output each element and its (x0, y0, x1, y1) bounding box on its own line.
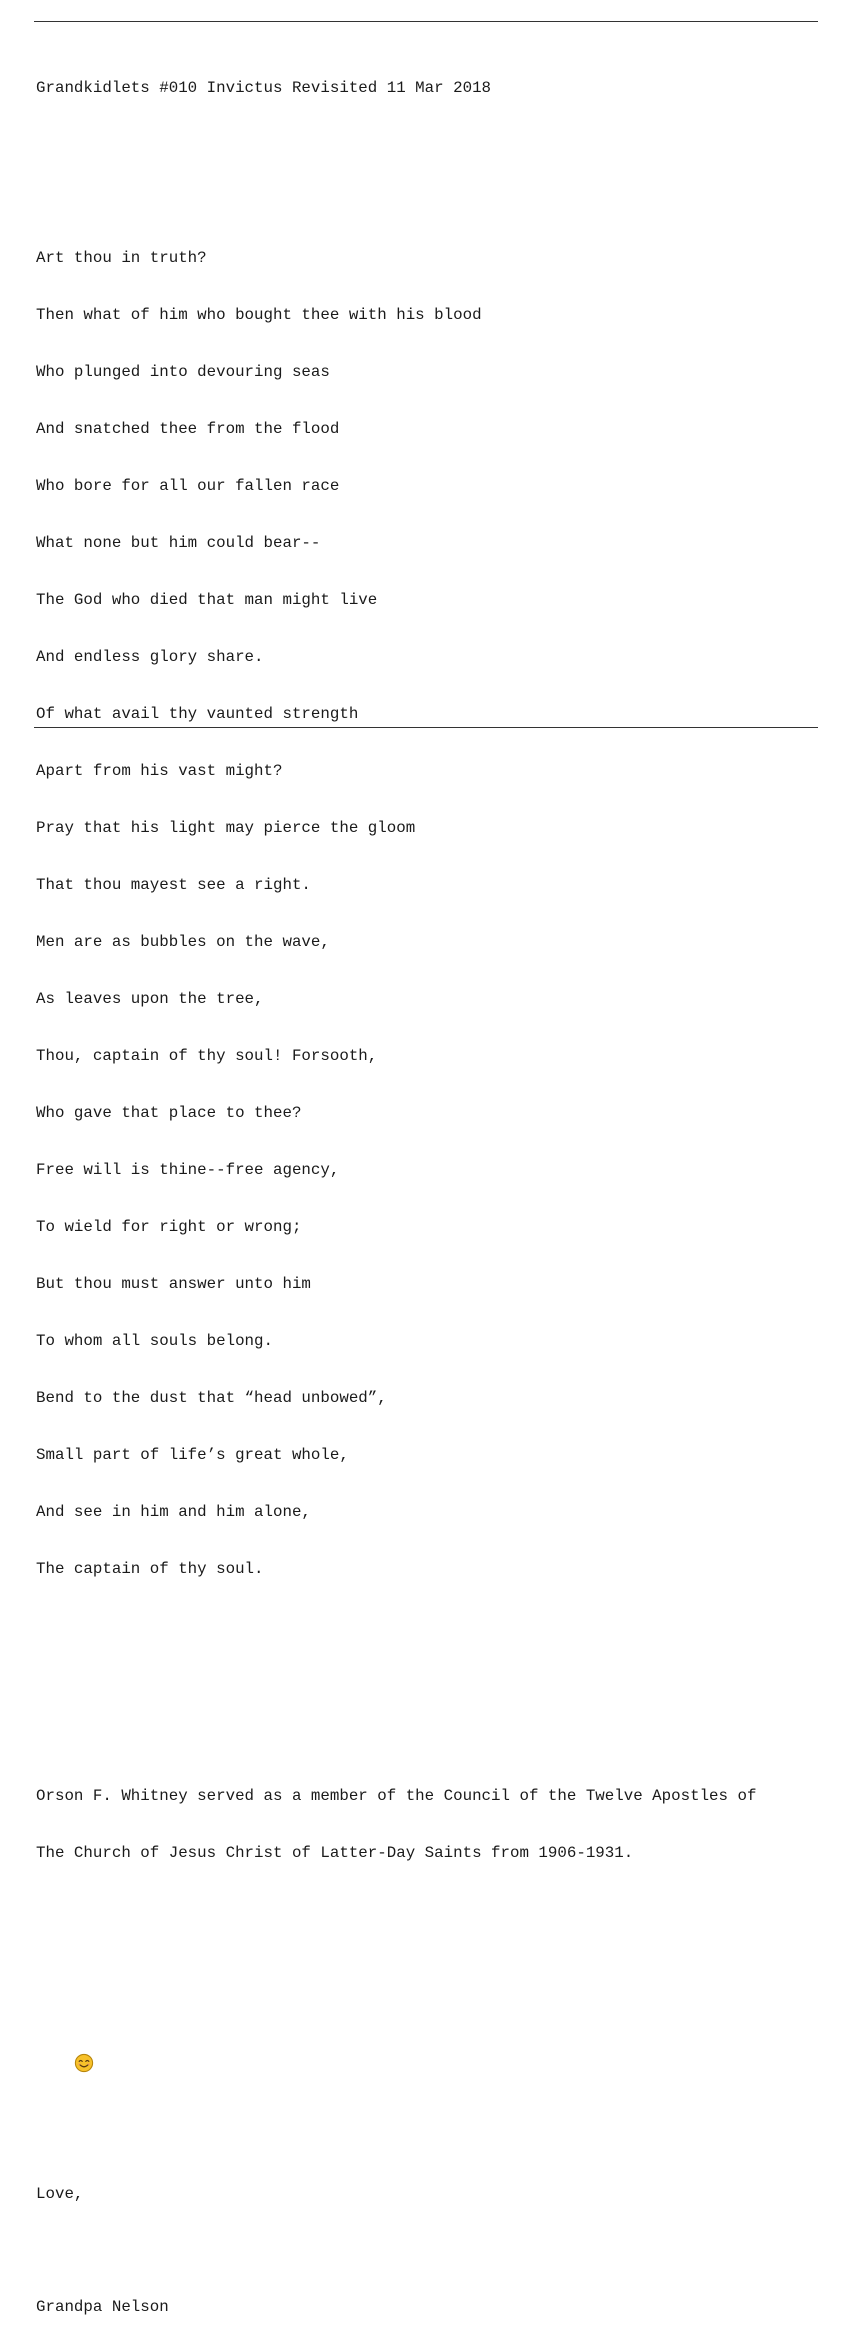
bottom-divider (34, 727, 818, 728)
poem-line: Who bore for all our fallen race (36, 477, 340, 495)
poem-line: Thou, captain of thy soul! Forsooth, (36, 1047, 378, 1065)
poem-line: And snatched thee from the flood (36, 420, 340, 438)
document-title: Grandkidlets #010 Invictus Revisited 11 Mar 2018 (36, 79, 492, 97)
poem-line: Free will is thine--free agency, (36, 1161, 340, 1179)
poem-line: What none but him could bear-- (36, 534, 321, 552)
blank-line (36, 1674, 836, 1692)
poem-line: The captain of thy soul. (36, 1560, 264, 1578)
note-line: Orson F. Whitney served as a member of the Council of the Twelve Apostles of (36, 1787, 757, 1805)
poem-line: Of what avail thy vaunted strength (36, 705, 359, 723)
email-body (36, 41, 836, 2336)
poem-line: Pray that his light may pierce the gloom (36, 819, 416, 837)
poem-line: Small part of life’s great whole, (36, 1446, 349, 1464)
poem-line: To whom all souls belong. (36, 1332, 273, 1350)
top-divider (34, 21, 818, 22)
blank-line (36, 136, 836, 154)
emoji-line (36, 2034, 836, 2053)
poem-line: Who plunged into devouring seas (36, 363, 330, 381)
note-line: The Church of Jesus Christ of Latter-Day Saints from 1906-1931. (36, 1844, 634, 1862)
poem-line: The God who died that man might live (36, 591, 378, 609)
smiling-face-icon (74, 2053, 94, 2073)
poem-line: Men are as bubbles on the wave, (36, 933, 330, 951)
poem-line: Art thou in truth? (36, 249, 207, 267)
poem-line: As leaves upon the tree, (36, 990, 264, 1008)
poem-line: To wield for right or wrong; (36, 1218, 302, 1236)
poem-line: Then what of him who bought thee with his blood (36, 306, 482, 324)
poem (36, 211, 836, 1617)
poem-line: But thou must answer unto him (36, 1275, 311, 1293)
poem-line: And endless glory share. (36, 648, 264, 666)
author-note (36, 1749, 836, 1901)
blank-line (36, 1958, 836, 1976)
closing-signature: Grandpa Nelson (36, 2298, 169, 2316)
closing-salutation: Love, (36, 2185, 84, 2203)
poem-line: And see in him and him alone, (36, 1503, 311, 1521)
poem-line: That thou mayest see a right. (36, 876, 311, 894)
poem-line: Apart from his vast might? (36, 762, 283, 780)
blank-line (36, 2110, 836, 2128)
poem-line: Bend to the dust that “head unbowed”, (36, 1389, 387, 1407)
blank-line (36, 2242, 836, 2260)
poem-line: Who gave that place to thee? (36, 1104, 302, 1122)
